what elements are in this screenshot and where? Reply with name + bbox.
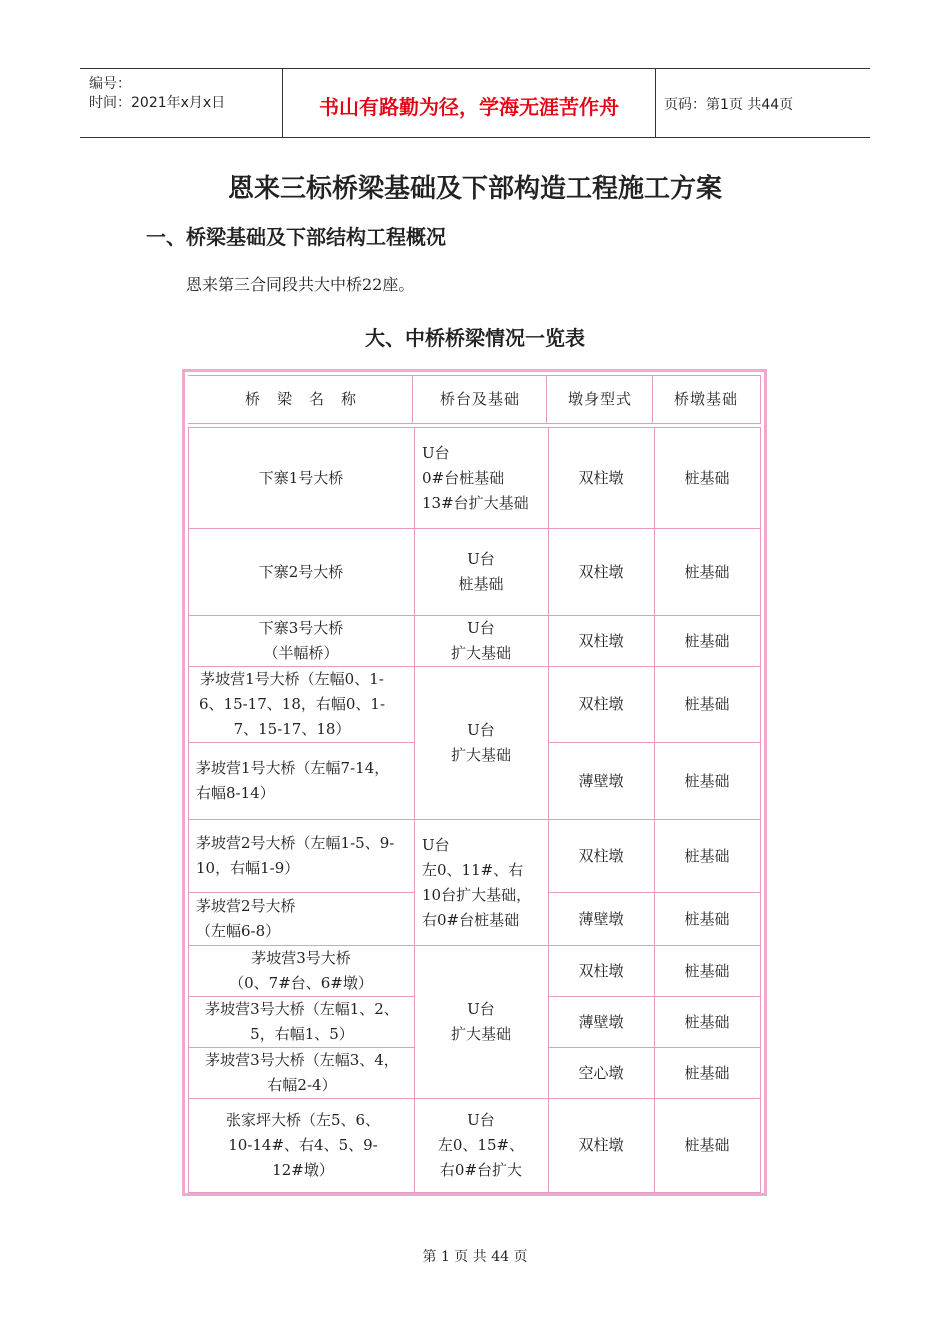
table-cell-pier: 双柱墩 bbox=[578, 631, 624, 650]
grid-line bbox=[188, 1192, 761, 1193]
header-page-cell bbox=[655, 69, 870, 137]
table-cell-name: 下寨2号大桥 bbox=[258, 562, 344, 581]
table-cell-name: 下寨1号大桥 bbox=[258, 468, 344, 487]
motto: 书山有路勤为径，学海无涯苦作舟 bbox=[319, 95, 619, 119]
table-cell-name: 茅坡营3号大桥（左幅1、2、5，右幅1、5） bbox=[205, 1000, 399, 1043]
page-footer: 第 1 页 共 44 页 bbox=[422, 1249, 528, 1265]
table-cell-abutment: U台 桩基础 bbox=[458, 550, 504, 593]
header-bridge-name: 桥 梁 名 称 bbox=[244, 389, 357, 408]
number-label: 编号： bbox=[89, 76, 131, 92]
document-title: 恩来三标桥梁基础及下部构造工程施工方案 bbox=[227, 174, 722, 204]
grid-line bbox=[546, 375, 547, 423]
table-cell-name: 茅坡营3号大桥 （0、7#台、6#墩） bbox=[229, 949, 373, 992]
table-cell-pier: 双柱墩 bbox=[578, 562, 624, 581]
header-meta bbox=[80, 69, 282, 137]
table-cell-pier-foundation: 桩基础 bbox=[684, 771, 730, 790]
grid-line bbox=[760, 375, 761, 423]
table-cell-abutment: U台 扩大基础 bbox=[450, 721, 511, 764]
table-cell-abutment: U台 扩大基础 bbox=[450, 619, 511, 662]
table-cell-pier: 双柱墩 bbox=[578, 695, 624, 713]
table-cell-name: 茅坡营1号大桥（左幅0、1-6、15-17、18，右幅0、1-7、15-17、18） bbox=[198, 670, 386, 738]
table-cell-pier-foundation: 桩基础 bbox=[684, 562, 730, 581]
grid-line bbox=[548, 427, 549, 1192]
table-cell-pier: 薄壁墩 bbox=[578, 1012, 624, 1031]
bridge-table bbox=[182, 369, 767, 1196]
table-cell-pier: 双柱墩 bbox=[578, 468, 624, 487]
table-cell-pier-foundation: 桩基础 bbox=[684, 961, 730, 980]
table-cell-name: 张家坪大桥（左5、6、10-14#、右4、5、9-12#墩） bbox=[225, 1111, 381, 1179]
section-heading: 一、桥梁基础及下部结构工程概况 bbox=[146, 225, 446, 249]
table-cell-pier: 薄壁墩 bbox=[578, 771, 624, 790]
header-abutment: 桥台及基础 bbox=[439, 389, 520, 408]
header-pier-foundation: 桥墩基础 bbox=[673, 389, 738, 408]
time-label: 时间：2021年x月x日 bbox=[89, 95, 226, 111]
table-cell-name: 茅坡营1号大桥（左幅7-14，右幅8-14） bbox=[196, 759, 390, 802]
table-cell-pier: 双柱墩 bbox=[578, 846, 624, 865]
table-cell-pier-foundation: 桩基础 bbox=[684, 1012, 730, 1031]
grid-line bbox=[188, 375, 761, 376]
grid-line bbox=[188, 427, 189, 1192]
table-cell-pier-foundation: 桩基础 bbox=[684, 1063, 730, 1082]
table-cell-pier-foundation: 桩基础 bbox=[684, 468, 730, 487]
grid-line bbox=[188, 423, 761, 424]
table-cell-pier: 双柱墩 bbox=[578, 961, 624, 980]
table-cell-pier-foundation: 桩基础 bbox=[684, 631, 730, 650]
table-cell-pier: 双柱墩 bbox=[578, 1136, 624, 1154]
table-cell-pier-foundation: 桩基础 bbox=[684, 695, 730, 713]
table-title: 大、中桥桥梁情况一览表 bbox=[365, 326, 585, 350]
grid-line bbox=[654, 427, 655, 1192]
table-cell-name: 茅坡营2号大桥（左幅1-5、9-10，右幅1-9） bbox=[196, 834, 395, 877]
table-cell-name: 茅坡营2号大桥 （左幅6-8） bbox=[196, 897, 296, 940]
table-cell-abutment bbox=[416, 428, 546, 528]
grid-line bbox=[412, 375, 413, 423]
abutment-text: U台 0#台桩基础 13#台扩大基础 bbox=[422, 443, 529, 512]
table-cell-name: 茅坡营3号大桥（左幅3、4，右幅2-4） bbox=[205, 1051, 399, 1094]
grid-line bbox=[414, 427, 415, 1192]
table-cell-name: 下寨3号大桥 （半幅桥） bbox=[258, 619, 344, 662]
section-paragraph: 恩来第三合同段共大中桥22座。 bbox=[186, 275, 415, 294]
table-cell-abutment: U台 扩大基础 bbox=[450, 1000, 511, 1043]
table-cell-pier-foundation: 桩基础 bbox=[684, 909, 730, 928]
table-cell-abutment: U台 左0、15#、 右0#台扩大 bbox=[437, 1111, 525, 1179]
abutment-text: U台 左0、11#、右10台扩大基础，右0#台桩基础 bbox=[422, 835, 532, 929]
table-cell-pier-foundation: 桩基础 bbox=[684, 846, 730, 865]
table-cell-pier: 空心墩 bbox=[578, 1063, 624, 1082]
header-pier-type: 墩身型式 bbox=[567, 389, 632, 408]
table-cell-abutment bbox=[416, 820, 536, 945]
grid-line bbox=[652, 375, 653, 423]
document-header bbox=[80, 68, 870, 138]
header-motto-cell bbox=[282, 69, 656, 137]
table-cell-pier: 薄壁墩 bbox=[578, 909, 624, 928]
grid-line bbox=[760, 427, 761, 1192]
table-cell-pier-foundation: 桩基础 bbox=[684, 1136, 730, 1154]
page-info: 页码：第1页 共44页 bbox=[664, 97, 794, 113]
